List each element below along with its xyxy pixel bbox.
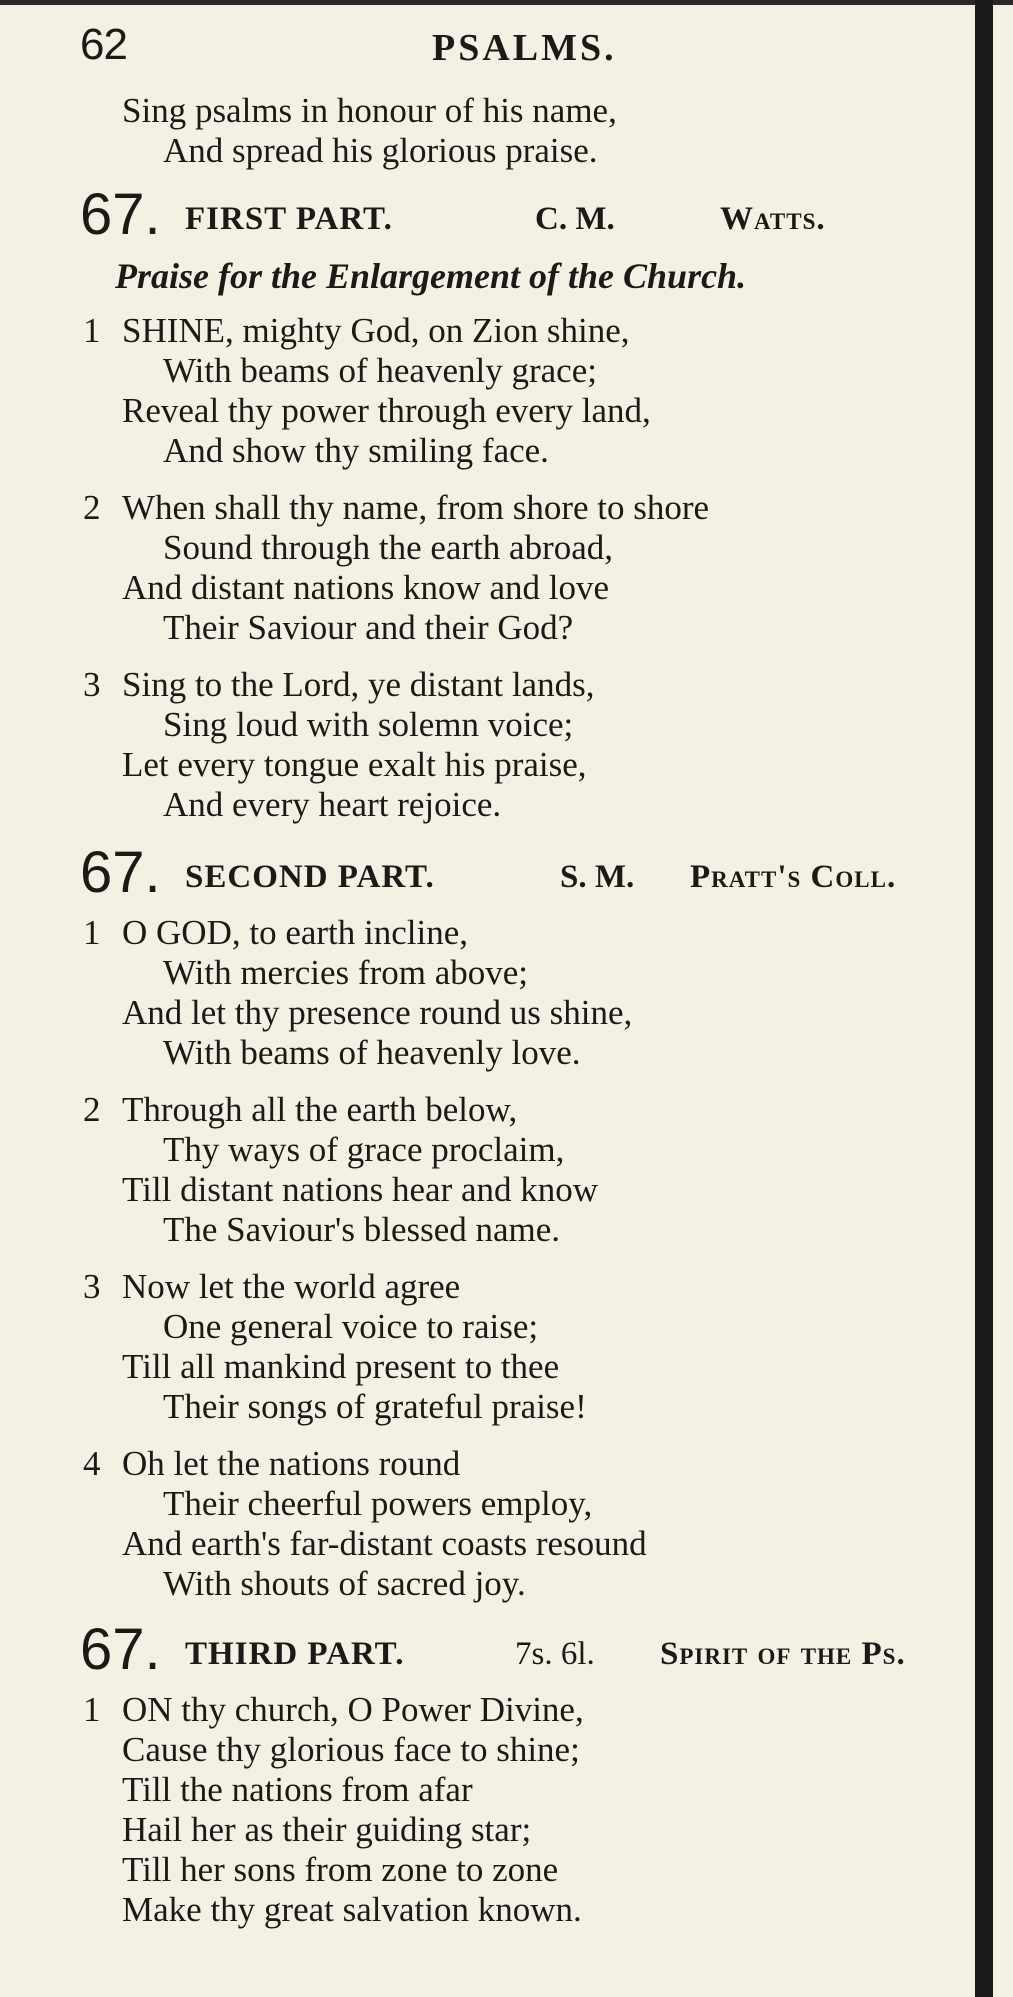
psalm-subtitle: Praise for the Enlargement of the Church. [115, 256, 747, 296]
stanza-number: 4 [83, 1444, 101, 1483]
verse-line: The Saviour's blessed name. [163, 1210, 561, 1249]
stanza-number: 1 [83, 913, 101, 952]
verse-line: Their Saviour and their God? [163, 608, 574, 647]
stanza-number: 1 [83, 1690, 101, 1729]
verse-line: Cause thy glorious face to shine; [122, 1730, 580, 1769]
verse-line: And every heart rejoice. [163, 785, 502, 824]
verse-line: And earth's far-distant coasts resound [122, 1524, 647, 1563]
verse-line: Their cheerful powers employ, [163, 1484, 593, 1523]
verse-line: Hail her as their guiding star; [122, 1810, 532, 1849]
verse-line: ON thy church, O Power Divine, [122, 1690, 584, 1729]
verse-line: And show thy smiling face. [163, 431, 549, 470]
psalm-heading [80, 182, 980, 247]
meter-label: C. M. [535, 201, 615, 237]
intro-line: And spread his glorious praise. [163, 131, 598, 170]
verse-line: With shouts of sacred joy. [163, 1564, 526, 1603]
right-border [975, 0, 993, 1997]
verse-line: Now let the world agree [122, 1267, 461, 1306]
psalm-number: 67. [80, 1617, 161, 1682]
intro-line: Sing psalms in honour of his name, [122, 91, 617, 130]
verse-line: Reveal thy power through every land, [122, 391, 651, 430]
verse-line: Till her sons from zone to zone [122, 1850, 559, 1889]
running-head: PSALMS. [432, 27, 617, 69]
verse-line: With beams of heavenly love. [163, 1033, 581, 1072]
verse-line: Sing loud with solemn voice; [163, 705, 574, 744]
verse-line: And let thy presence round us shine, [122, 993, 633, 1032]
meter-label: S. M. [560, 859, 635, 895]
page-number: 62 [80, 20, 127, 69]
author-label: Pratt's Coll. [690, 859, 897, 895]
stanza-number: 3 [83, 1267, 101, 1306]
verse-line: Make thy great salvation known. [122, 1890, 582, 1929]
stanza-number: 1 [83, 311, 101, 350]
verse-line: Till the nations from afar [122, 1770, 473, 1809]
part-label: FIRST PART. [185, 201, 393, 237]
verse-line: Through all the earth below, [122, 1090, 518, 1129]
part-label: SECOND PART. [185, 859, 435, 895]
verse-line: SHINE, mighty God, on Zion shine, [122, 311, 630, 350]
verse-line: O GOD, to earth incline, [122, 913, 469, 952]
psalm-heading [80, 1617, 980, 1682]
top-border [0, 0, 1013, 5]
verse-line: With beams of heavenly grace; [163, 351, 597, 390]
stanza-number: 2 [83, 488, 101, 527]
verse-line: Oh let the nations round [122, 1444, 461, 1483]
page-header [80, 12, 980, 74]
verse-line: And distant nations know and love [122, 568, 610, 607]
stanza-number: 3 [83, 665, 101, 704]
verse-line: One general voice to raise; [163, 1307, 539, 1346]
verse-line: Thy ways of grace proclaim, [163, 1130, 565, 1169]
verse-line: Sing to the Lord, ye distant lands, [122, 665, 595, 704]
verse-line: Till distant nations hear and know [122, 1170, 599, 1209]
verse-line: Sound through the earth abroad, [163, 528, 614, 567]
verse-line: With mercies from above; [163, 953, 528, 992]
part-label: THIRD PART. [185, 1636, 405, 1672]
verse-line: When shall thy name, from shore to shore [122, 488, 710, 527]
psalm-number: 67. [80, 840, 161, 905]
author-label: Spirit of the Ps. [660, 1636, 906, 1672]
verse-line: Their songs of grateful praise! [163, 1387, 587, 1426]
verse-line: Let every tongue exalt his praise, [122, 745, 587, 784]
meter-label: 7s. 6l. [515, 1636, 595, 1672]
psalm-number: 67. [80, 182, 161, 247]
verse-line: Till all mankind present to thee [122, 1347, 560, 1386]
stanza-number: 2 [83, 1090, 101, 1129]
psalm-heading [80, 840, 980, 905]
author-label: Watts. [720, 201, 826, 237]
